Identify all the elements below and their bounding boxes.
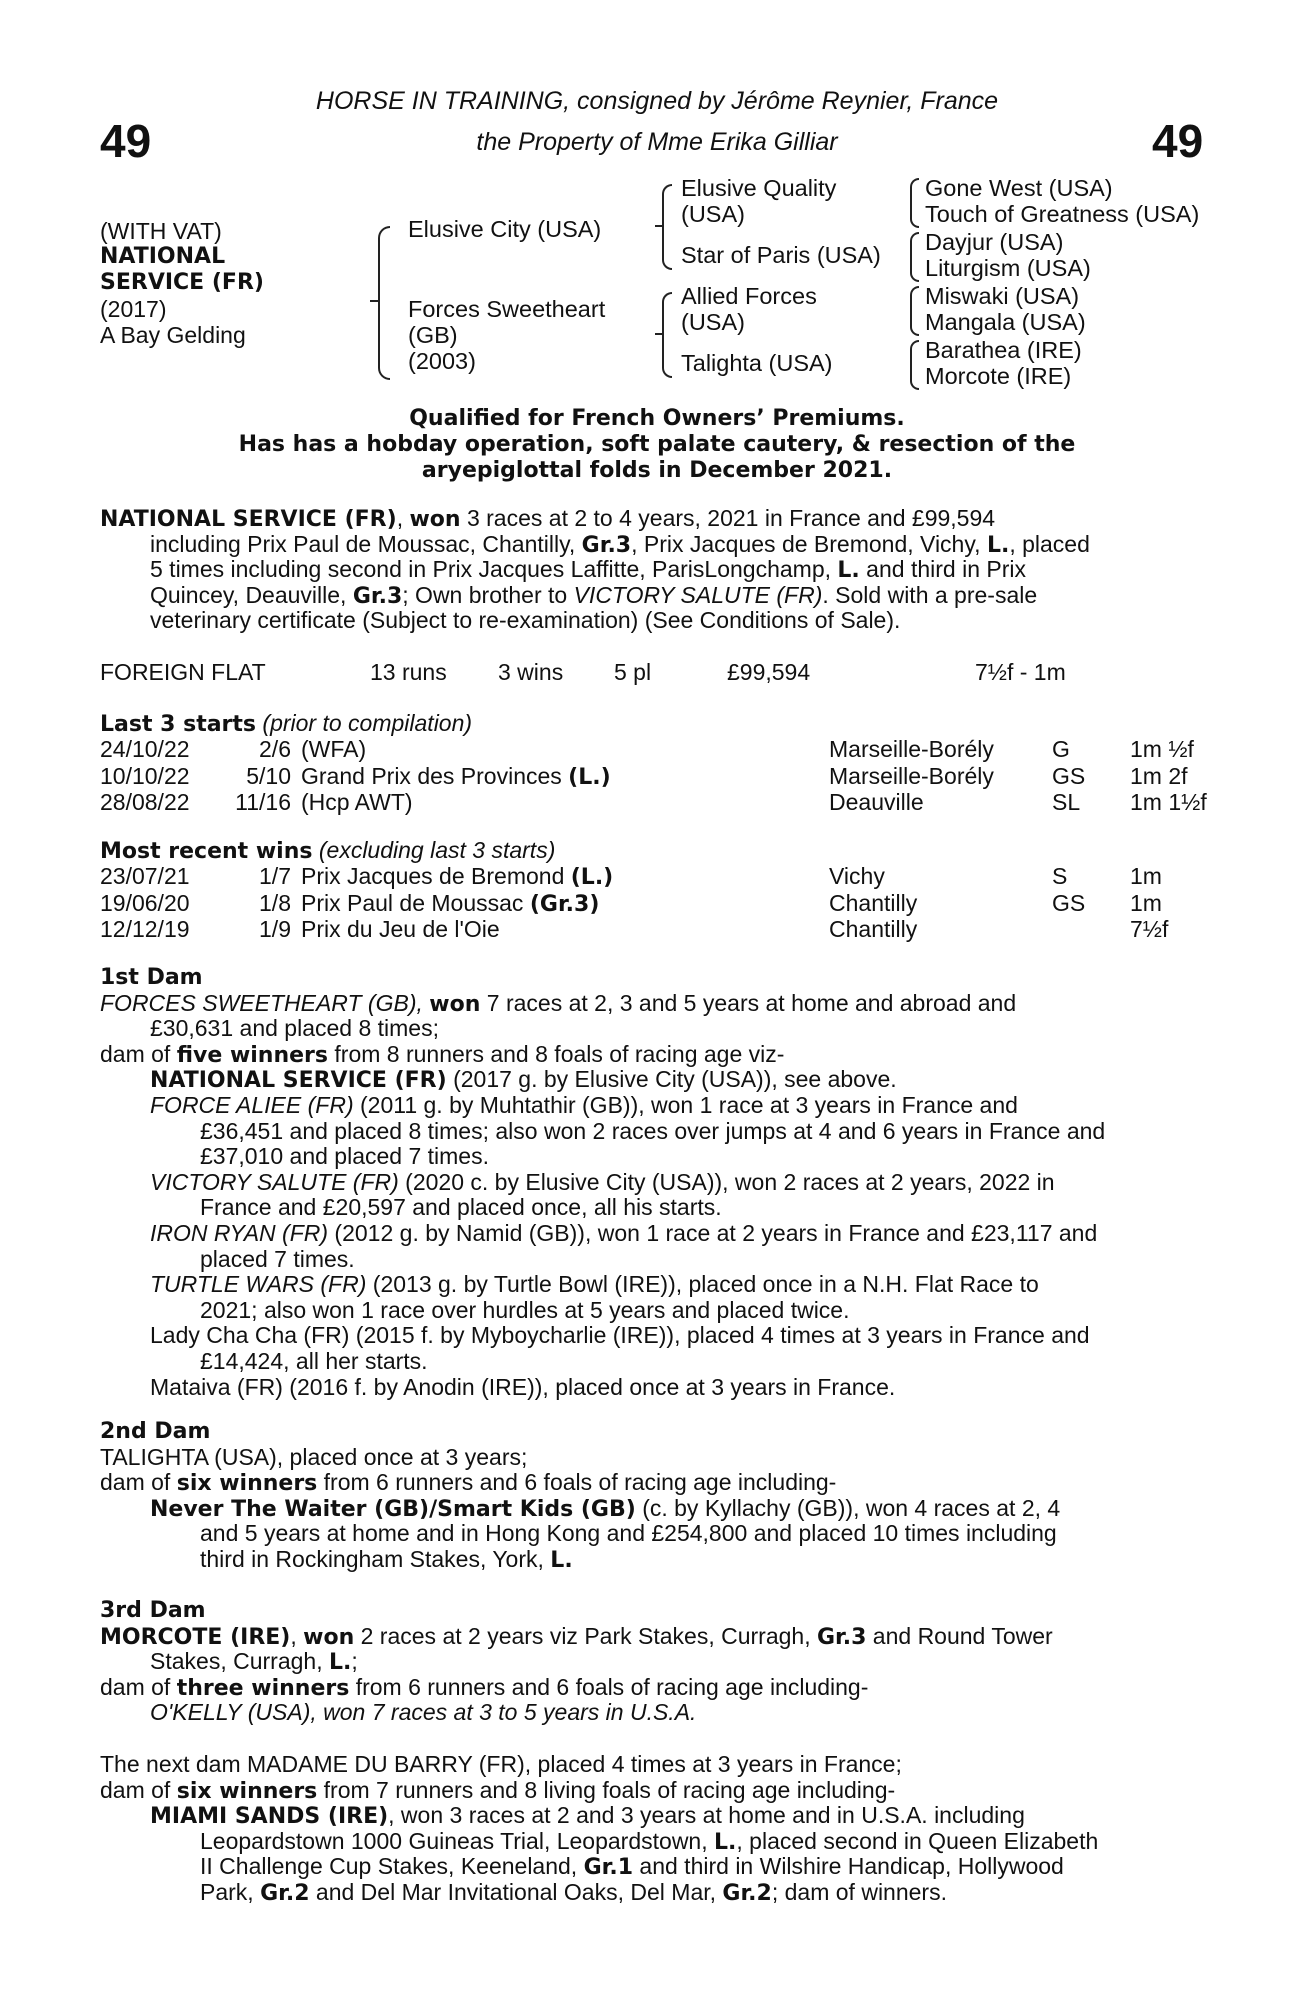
run-grade: (L.) <box>568 764 611 790</box>
record-prize: £99,594 <box>727 659 811 685</box>
record-runs: 13 runs <box>370 659 447 685</box>
pedigree-ggs-8: Morcote (IRE) <box>925 363 1072 389</box>
run-going: SL <box>1052 789 1081 816</box>
pedigree-gs1-line2: (USA) <box>681 201 745 227</box>
progeny-text: 2021; also won 1 race over hurdles at 5 years and placed twice. <box>200 1297 850 1323</box>
run-course: Marseille-Borély <box>829 762 994 789</box>
progeny-text: third in Rockingham Stakes, York, <box>200 1546 551 1572</box>
win-date: 23/07/21 <box>100 863 190 889</box>
progeny-text: and 5 years at home and in Hong Kong and £254,800 and placed 10 times including <box>200 1521 1057 1547</box>
pedigree-dam-line3: (2003) <box>408 348 476 374</box>
last-starts-heading <box>100 711 472 738</box>
record-placed: 5 pl <box>614 659 652 685</box>
summary-line1: 3 races at 2 to 4 years, 2021 in France and £99,594 <box>460 506 996 531</box>
third-dam-listed: L. <box>328 1650 352 1675</box>
first-dam-name: FORCES SWEETHEART (GB), <box>100 990 423 1016</box>
second-dam-section <box>100 1419 1205 1573</box>
win-distance: 7½f <box>1130 916 1169 943</box>
last-starts-subtitle: (prior to compilation) <box>262 710 473 736</box>
summary-listed: L. <box>986 532 1010 558</box>
pedigree-brace-main <box>378 226 390 380</box>
win-going: GS <box>1052 889 1086 916</box>
progeny-text: II Challenge Cup Stakes, Keeneland, <box>200 1854 584 1880</box>
last-starts-title: Last 3 starts <box>100 712 257 737</box>
third-dam-won: won <box>303 1624 355 1650</box>
run-date: 28/08/22 <box>100 789 190 816</box>
progeny-name: FORCE ALIEE (FR) <box>150 1092 354 1118</box>
pedigree-ggs-3: Dayjur (USA) <box>925 229 1064 255</box>
first-dam-line3b: from 8 runners and 8 foals of racing age viz- <box>328 1041 785 1067</box>
pedigree-gs1-line1: Elusive Quality <box>681 175 837 201</box>
table-row <box>100 891 1168 918</box>
second-dam-line1: TALIGHTA (USA), placed once at 3 years; <box>100 1444 528 1470</box>
progeny-text: (2013 g. by Turtle Bowl (IRE)), placed once in a N.H. Flat Race to <box>366 1272 1039 1298</box>
next-dam-line2a: dam of <box>100 1777 177 1803</box>
progeny-text: Park, <box>200 1879 261 1905</box>
table-row <box>100 790 1207 817</box>
progeny-grade: L. <box>714 1829 737 1855</box>
summary-line5: veterinary certificate (Subject to re-examination) (See Conditions of Sale). <box>150 608 901 634</box>
run-race: (Hcp AWT) <box>301 789 413 816</box>
win-distance: 1m <box>1130 889 1162 916</box>
progeny-name: VICTORY SALUTE (FR) <box>150 1169 399 1195</box>
second-dam-winners: six winners <box>176 1471 318 1496</box>
run-race: Grand Prix des Provinces <box>301 762 569 789</box>
progeny-text: (2020 c. by Elusive City (USA)), won 2 races at 2 years, 2022 in <box>398 1169 1055 1195</box>
pedigree-ggs-5: Miswaki (USA) <box>925 283 1080 309</box>
third-dam-line1a: 2 races at 2 years viz Park Stakes, Curragh, <box>354 1623 817 1649</box>
win-race: Prix Jacques de Bremond <box>301 863 571 889</box>
win-position: 1/9 <box>259 916 291 943</box>
summary-line3a: 5 times including second in Prix Jacques Laffitte, ParisLongchamp, <box>150 557 838 583</box>
horse-year: (2017) <box>100 296 167 322</box>
run-going: G <box>1052 736 1070 762</box>
pedigree-ggs-7: Barathea (IRE) <box>925 337 1082 363</box>
win-course: Chantilly <box>829 916 918 943</box>
second-dam-line2b: from 6 runners and 6 foals of racing age including- <box>317 1470 837 1496</box>
win-position: 1/8 <box>259 889 291 916</box>
progeny-text: ; dam of winners. <box>771 1879 947 1905</box>
progeny-name: NATIONAL SERVICE (FR) <box>150 1068 447 1093</box>
progeny-text: £14,424, all her starts. <box>200 1348 428 1374</box>
progeny-name: IRON RYAN (FR) <box>150 1220 329 1246</box>
progeny-grade: Gr.1 <box>583 1855 634 1880</box>
win-grade: (L.) <box>570 865 614 890</box>
last-starts-table <box>100 737 1207 817</box>
third-dam-name: MORCOTE (IRE) <box>100 1624 291 1650</box>
pedigree-ggs-1: Gone West (USA) <box>925 175 1113 201</box>
summary-horse-name: NATIONAL SERVICE (FR) <box>100 507 397 532</box>
summary-sibling: VICTORY SALUTE (FR) <box>573 582 823 608</box>
pedigree-ggs-6: Mangala (USA) <box>925 309 1086 335</box>
table-row <box>100 864 1168 891</box>
progeny-text: France and £20,597 and placed once, all his starts. <box>200 1195 722 1221</box>
horse-identity <box>100 218 264 348</box>
progeny-text: Mataiva (FR) (2016 f. by Anodin (IRE)), placed once at 3 years in France. <box>150 1374 896 1400</box>
pedigree-ggs-4: Liturgism (USA) <box>925 255 1091 281</box>
next-dam-line1: The next dam MADAME DU BARRY (FR), placed 4 times at 3 years in France; <box>100 1752 902 1777</box>
win-race: Prix Paul de Moussac <box>301 889 530 916</box>
first-dam-winners: five winners <box>176 1042 329 1068</box>
third-dam-line1b: and Round Tower <box>866 1623 1053 1649</box>
run-distance: 1m 2f <box>1130 762 1188 789</box>
recent-wins-subtitle: (excluding last 3 starts) <box>318 837 556 863</box>
lot-number-left: 49 <box>100 115 152 167</box>
run-course: Deauville <box>829 789 924 816</box>
pedigree-brace-ggs1 <box>910 178 919 228</box>
win-grade: (Gr.3) <box>529 891 600 917</box>
first-dam-line1: 7 races at 2, 3 and 5 years at home and abroad and <box>480 990 1017 1016</box>
horse-name-line1: NATIONAL <box>100 244 226 269</box>
summary-grade3: Gr.3 <box>581 532 632 558</box>
progeny-text: placed 7 times. <box>200 1246 355 1272</box>
third-dam-line2a: Stakes, Curragh, <box>150 1649 329 1675</box>
run-going: GS <box>1052 762 1086 789</box>
progeny-name: TURTLE WARS (FR) <box>150 1272 367 1298</box>
win-date: 12/12/19 <box>100 916 190 943</box>
pedigree-brace-ggs2 <box>910 232 919 282</box>
progeny-text: £36,451 and placed 8 times; also won 2 races over jumps at 4 and 6 years in France and <box>200 1118 1106 1144</box>
win-course: Vichy <box>829 863 885 889</box>
third-dam-line2c: ; <box>351 1649 358 1675</box>
third-dam-heading: 3rd Dam <box>100 1598 206 1623</box>
pedigree-gs2: Star of Paris (USA) <box>681 242 881 268</box>
win-position: 1/7 <box>259 863 291 889</box>
summary-listed-2: L. <box>837 558 860 583</box>
pedigree-brace-ggs4 <box>910 340 919 390</box>
summary-line4b: ; Own brother to <box>402 582 574 608</box>
progeny-text: and Del Mar Invitational Oaks, Del Mar, <box>309 1879 723 1905</box>
progeny-text: O'KELLY (USA), won 7 races at 3 to 5 years in U.S.A. <box>150 1700 697 1726</box>
win-distance: 1m <box>1130 863 1162 889</box>
horse-description: A Bay Gelding <box>100 322 246 348</box>
first-dam-line2: £30,631 and placed 8 times; <box>150 1016 439 1042</box>
recent-wins-heading <box>100 838 555 865</box>
run-date: 24/10/22 <box>100 736 190 762</box>
progeny-text: Lady Cha Cha (FR) (2015 f. by Myboycharlie (IRE)), placed 4 times at 3 years in France and <box>150 1323 1090 1349</box>
progeny-text: (c. by Kyllachy (GB)), won 4 races at 2, 4 <box>635 1495 1061 1521</box>
record-type: FOREIGN FLAT <box>100 659 266 685</box>
summary-line4d: . Sold with a pre-sale <box>822 582 1038 608</box>
pedigree-brace-sire <box>662 184 672 270</box>
win-race: Prix du Jeu de l'Oie <box>301 916 500 943</box>
pedigree-gs3-line1: Allied Forces <box>681 283 817 309</box>
progeny-grade: Gr.2 <box>722 1880 772 1906</box>
horse-name-line2: SERVICE (FR) <box>100 270 264 295</box>
run-date: 10/10/22 <box>100 762 190 789</box>
record-distance: 7½f - 1m <box>975 659 1066 685</box>
owner-line: the Property of Mme Erika Gilliar <box>476 128 838 156</box>
pedigree-brace-main-tip <box>370 300 378 302</box>
table-row <box>100 737 1207 764</box>
first-dam-section <box>100 965 1205 1400</box>
table-row <box>100 764 1207 791</box>
pedigree-brace-sire-tip <box>655 225 663 227</box>
progeny-grade: L. <box>550 1547 573 1573</box>
win-going <box>1052 917 1130 944</box>
run-position: 2/6 <box>259 736 291 762</box>
run-distance: 1m 1½f <box>1130 789 1207 816</box>
pedigree-brace-dam <box>662 292 672 378</box>
third-dam-line3b: from 6 runners and 6 foals of racing age including- <box>349 1674 869 1700</box>
win-course: Chantilly <box>829 889 918 916</box>
progeny-text: and third in Wilshire Handicap, Hollywood <box>633 1854 1064 1880</box>
owners-premiums-note: Qualified for French Owners’ Premiums. <box>409 406 905 431</box>
pedigree-dam-line2: (GB) <box>408 322 458 348</box>
progeny-text: Leopardstown 1000 Guineas Trial, Leopardstown, <box>200 1828 714 1854</box>
summary-won: won <box>409 507 461 532</box>
progeny-text: £37,010 and placed 7 times. <box>200 1144 489 1170</box>
pedigree-brace-ggs3 <box>910 286 919 336</box>
next-dam-winners: six winners <box>176 1778 318 1804</box>
run-position: 5/10 <box>246 762 291 789</box>
run-position: 11/16 <box>235 789 291 816</box>
third-dam-line3a: dam of <box>100 1674 177 1700</box>
summary-line2b: , Prix Jacques de Bremond, Vichy, <box>631 531 987 557</box>
summary-line2a: including Prix Paul de Moussac, Chantilly, <box>150 531 582 557</box>
progeny-grade: Gr.2 <box>260 1880 310 1906</box>
run-race: (WFA) <box>301 736 367 762</box>
progeny-text: , placed second in Queen Elizabeth <box>736 1828 1099 1854</box>
pedigree-dam-line1: Forces Sweetheart <box>408 296 606 322</box>
recent-wins-title: Most recent wins <box>100 839 313 864</box>
first-dam-line3a: dam of <box>100 1041 177 1067</box>
table-row <box>100 917 1168 944</box>
third-dam-section: 3rd Dam MORCOTE (IRE), won 2 races at 2 years viz Park Stakes, Curragh, Gr.3 and Round Tower Stakes, Curragh, L.; dam of three winners from 6 runners and 6 foals of racing age including- O'KELLY (USA), won 7 races at 3 to 5 years in U.S.A. <box>100 1598 1205 1726</box>
summary-line2c: , placed <box>1009 531 1090 557</box>
summary-line3b: and third in Prix <box>859 557 1026 583</box>
veterinary-note-line1: Has has a hobday operation, soft palate cautery, & resection of the <box>238 432 1076 457</box>
pedigree-sire: Elusive City (USA) <box>408 216 602 242</box>
progeny-text: , won 3 races at 2 and 3 years at home and in U.S.A. including <box>388 1803 1025 1829</box>
next-dam-line2b: from 7 runners and 8 living foals of racing age including- <box>317 1777 896 1803</box>
summary-line4a: Quincey, Deauville, <box>150 582 353 608</box>
summary-grade3-2: Gr.3 <box>352 583 403 609</box>
second-dam-heading: 2nd Dam <box>100 1419 211 1444</box>
progeny-text: (2017 g. by Elusive City (USA)), see above. <box>446 1067 897 1093</box>
record-wins: 3 wins <box>498 659 564 685</box>
progeny-text: (2012 g. by Namid (GB)), won 1 race at 2 years in France and £23,117 and <box>328 1220 1098 1246</box>
progeny-name: MIAMI SANDS (IRE) <box>150 1804 389 1829</box>
run-course: Marseille-Borély <box>829 736 994 762</box>
progeny-text: (2011 g. by Muhtathir (GB)), won 1 race at 3 years in France and <box>353 1092 1018 1118</box>
lot-number-right: 49 <box>1152 115 1204 167</box>
first-dam-won: won <box>429 991 481 1017</box>
first-dam-heading: 1st Dam <box>100 965 203 990</box>
pedigree-brace-dam-tip <box>655 333 663 335</box>
third-dam-grade: Gr.3 <box>816 1624 867 1650</box>
race-summary: NATIONAL SERVICE (FR), won 3 races at 2 to 4 years, 2021 in France and £99,594 including Prix Paul de Moussac, Chantilly, Gr.3, Prix Jacques de Bremond, Vichy, L., placed 5 times including second in Prix Jacques Laffitte, ParisLongchamp, L. and third in Prix Quincey, Deauville, Gr.3; Own brother to VICTORY SALUTE (FR). Sold with a pre-sale veterinary certificate (Subject to re-examination) (See Conditions of Sale). <box>100 506 1090 634</box>
pedigree-gs4: Talighta (USA) <box>681 350 833 376</box>
next-dam-section <box>100 1752 1205 1906</box>
recent-wins-table <box>100 864 1168 944</box>
pedigree-gs3-line2: (USA) <box>681 309 745 335</box>
win-date: 19/06/20 <box>100 889 190 916</box>
consignor-line: HORSE IN TRAINING, consigned by Jérôme Reynier, France <box>315 87 999 115</box>
vat-label: (WITH VAT) <box>100 218 222 244</box>
second-dam-line2a: dam of <box>100 1470 177 1496</box>
third-dam-winners: three winners <box>176 1675 350 1701</box>
pedigree-ggs-2: Touch of Greatness (USA) <box>925 201 1200 227</box>
win-going: S <box>1052 863 1068 889</box>
run-distance: 1m ½f <box>1130 736 1194 762</box>
veterinary-note-line2: aryepiglottal folds in December 2021. <box>421 458 893 483</box>
progeny-name: Never The Waiter (GB)/Smart Kids (GB) <box>150 1496 636 1522</box>
